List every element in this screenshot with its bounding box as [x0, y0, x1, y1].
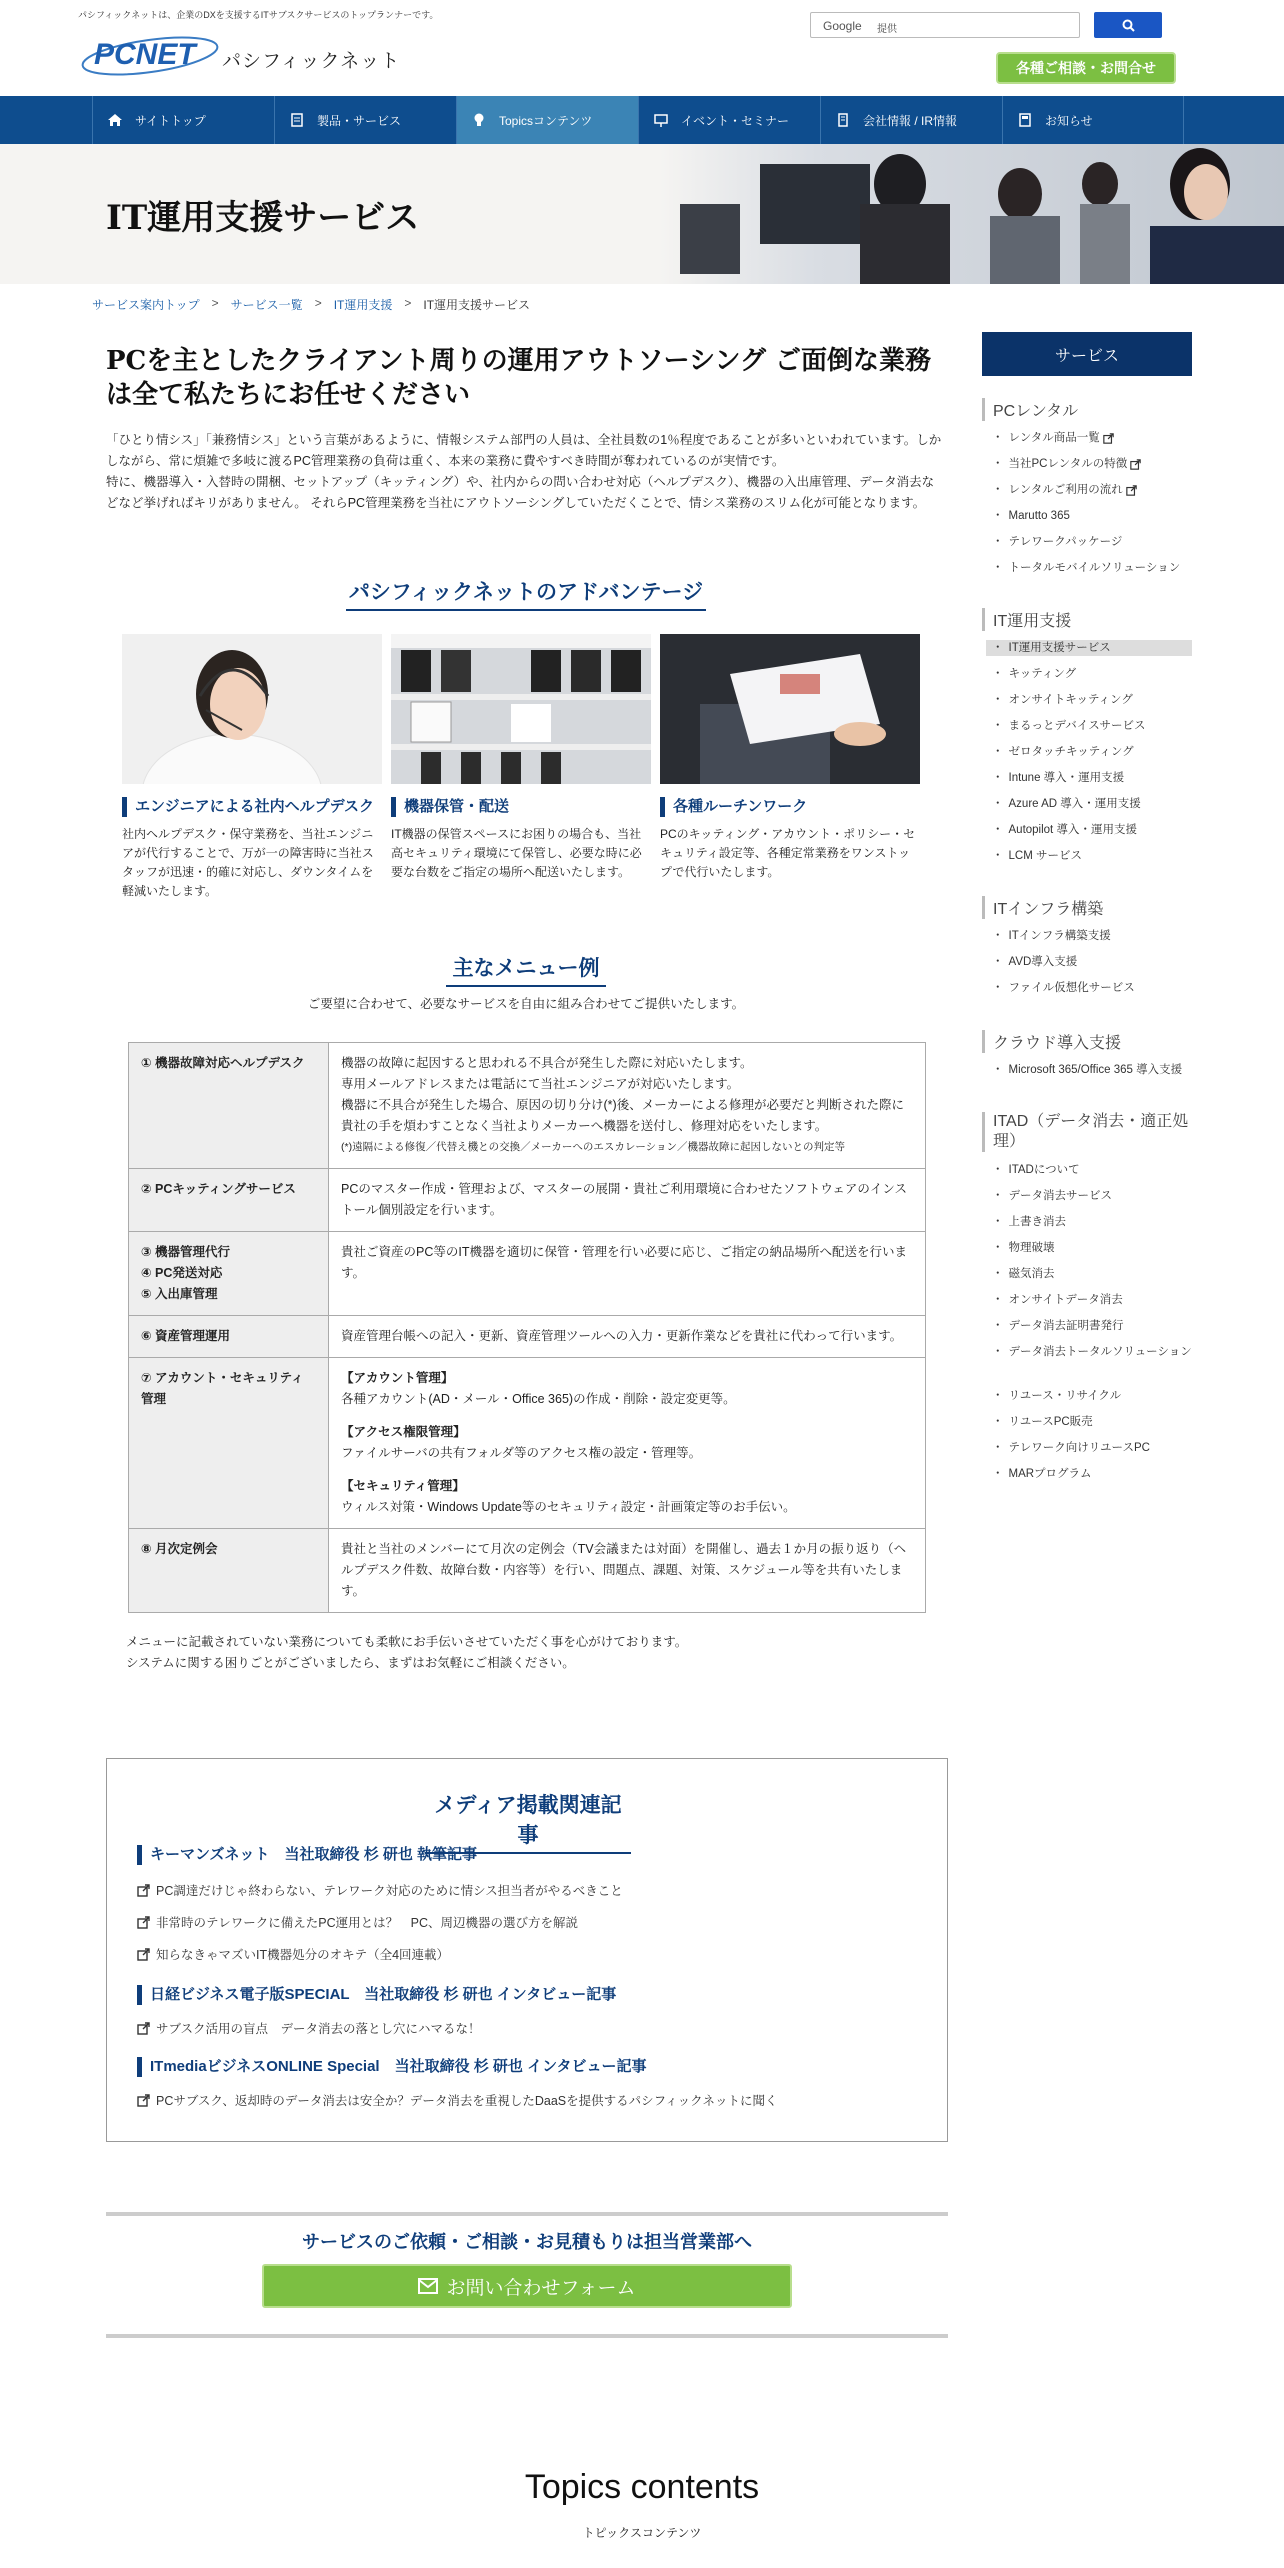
menu-block-text: ウィルス対策・Windows Update等のセキュリティ設定・計画策定等のお手伝い。	[341, 1500, 796, 1514]
menu-name: ⑥ 資産管理運用	[129, 1316, 329, 1358]
sidebar-item-label: ファイル仮想化サービス	[1008, 982, 1135, 994]
menu-block-title: 【アカウント管理】	[341, 1371, 454, 1385]
sidebar-item-label: 上書き消去	[1008, 1216, 1066, 1228]
sidebar-item-label: ゼロタッチキッティング	[1008, 746, 1134, 758]
media-group-title: ITmediaビジネスONLINE Special 当社取締役 杉 研也 インタビュー記事	[137, 2057, 647, 2077]
menu-block-title: 【アクセス権限管理】	[341, 1425, 466, 1439]
nav-label: イベント・セミナー	[681, 113, 790, 128]
menu-note: (*)遠隔による修復／代替え機との交換／メーカーへのエスカレーション／機器故障に起因しないとの判定等	[341, 1141, 845, 1153]
advantage-desc: 社内ヘルプデスク・保守業務を、当社エンジニアが代行することで、万が一の障害時に当社スタッフが迅速・的確に対応し、ダウンタイムを軽減いたします。	[122, 827, 374, 898]
menu-name-line: ③ 機器管理代行	[141, 1245, 231, 1259]
topics-title: Topics contents	[524, 2468, 760, 2506]
nav-company[interactable]	[820, 96, 1002, 144]
sidebar-item[interactable]: ・ オンサイトキッティング	[992, 694, 1133, 706]
nav-label: お知らせ	[1045, 113, 1093, 128]
breadcrumb-separator: >	[314, 296, 322, 310]
page-title: IT運用支援サービス	[106, 198, 420, 238]
sidebar-item-label: オンサイトデータ消去	[1008, 1294, 1123, 1306]
menu-desc: 貴社と当社のメンバーにて月次の定例会（TV会議または対面）を開催し、過去１か月の振り返り（ヘルプデスク件数、故障台数・内容等）を行い、問題点、課題、対策、スケジュール等を共有いたします。	[329, 1529, 926, 1613]
menu-heading: 主なメニュー例	[446, 952, 606, 987]
sidebar-category[interactable]: クラウド導入支援	[982, 1030, 1192, 1053]
intro-text	[106, 430, 946, 514]
menu-block-title: 【セキュリティ管理】	[341, 1479, 465, 1493]
external-link-icon	[137, 1916, 150, 1929]
sidebar-item[interactable]: ・ ITインフラ構築支援	[992, 930, 1111, 942]
sidebar-item-label: レンタル商品一覧	[1008, 432, 1100, 444]
sidebar-item[interactable]: ・ Autopilot 導入・運用支援	[992, 824, 1137, 836]
search-icon	[1122, 19, 1135, 32]
sidebar-category[interactable]: ITインフラ構築	[982, 896, 1192, 919]
sidebar-item-label: テレワーク向けリユースPC	[1008, 1442, 1150, 1454]
sidebar-item[interactable]: ・ まるっとデバイスサービス	[992, 720, 1146, 732]
main-nav	[0, 96, 1284, 144]
breadcrumb-current: IT運用支援サービス	[423, 298, 531, 312]
menu-footnote-line: メニューに記載されていない業務についても柔軟にお手伝いさせていただく事を心がけております。	[126, 1635, 688, 1649]
sidebar-item[interactable]: ・ MARプログラム	[992, 1468, 1092, 1480]
menu-name: ⑦ アカウント・セキュリティ管理	[129, 1358, 329, 1529]
menu-line: 専用メールアドレスまたは電話にて当社エンジニアが対応いたします。	[341, 1077, 740, 1091]
media-link[interactable]	[137, 2019, 481, 2037]
menu-line: 機器に不具合が発生した場合、原因の切り分け(*)後、メーカーによる修理が必要だと判断された際に貴社の手を煩わすことなく当社よりメーカーへ機器を送付し、修理対応をいたします。	[341, 1098, 904, 1133]
menu-footnote	[126, 1632, 687, 1674]
office-photo	[660, 144, 1284, 284]
sidebar-item[interactable]: ・ レンタル商品一覧	[986, 430, 1192, 446]
media-group-title: 日経ビジネス電子版SPECIAL 当社取締役 杉 研也 インタビュー記事	[137, 1985, 616, 2005]
table-row	[129, 1529, 926, 1613]
menu-name	[129, 1232, 329, 1316]
advantage-card	[391, 634, 651, 882]
divider	[106, 2212, 948, 2216]
sidebar-item[interactable]: ・ ITADについて	[992, 1164, 1080, 1176]
external-link-icon	[137, 1884, 150, 1897]
home-icon	[107, 112, 123, 128]
inquiry-form-button[interactable]	[262, 2264, 792, 2308]
sidebar-item-label: MARプログラム	[1008, 1468, 1092, 1480]
external-link-icon	[1103, 433, 1114, 444]
intro-paragraph: 「ひとり情シス」「兼務情シス」という言葉があるように、情報システム部門の人員は、全社員数の1％程度であることが多いといわれています。しかしながら、常に煩雑で多岐に渡るPC管理業務の負荷は重く、本来の業務に費やすべき時間が奪われているのが実情です。	[106, 433, 942, 468]
sidebar-item[interactable]: ・ ファイル仮想化サービス	[992, 982, 1135, 994]
sidebar-item[interactable]: ・ ゼロタッチキッティング	[992, 746, 1134, 758]
menu-footnote-line: システムに関する困りごとがございましたら、まずはお気軽にご相談ください。	[126, 1656, 575, 1670]
nav-news[interactable]	[1002, 96, 1184, 144]
nav-label: Topicsコンテンツ	[499, 113, 593, 128]
document-icon	[289, 112, 305, 128]
sidebar-item-active[interactable]: ・ IT運用支援サービス	[986, 640, 1192, 656]
sidebar-item[interactable]: ・ リユースPC販売	[992, 1416, 1093, 1428]
sidebar-item[interactable]: ・ LCM サービス	[992, 850, 1082, 862]
sidebar-item[interactable]: ・ リユース・リサイクル	[992, 1390, 1122, 1402]
sidebar-item[interactable]: ・ 磁気消去	[992, 1268, 1055, 1280]
nav-label: 会社情報 / IR情報	[863, 113, 958, 128]
nav-label: サイトトップ	[135, 113, 206, 128]
sidebar-item-label: 当社PCレンタルの特徴	[1008, 458, 1128, 470]
media-link[interactable]	[137, 2091, 778, 2109]
sidebar-item[interactable]: ・ オンサイトデータ消去	[992, 1294, 1123, 1306]
inquiry-button-label: お問い合わせフォーム	[446, 2277, 636, 2299]
sidebar-item-label: まるっとデバイスサービス	[1008, 720, 1146, 732]
contact-button[interactable]: 各種ご相談・お問合せ	[996, 52, 1176, 84]
table-row	[129, 1358, 926, 1529]
laptop-work-photo	[660, 634, 920, 784]
sidebar-item-label: Autopilot 導入・運用支援	[1008, 824, 1137, 836]
helpdesk-photo	[122, 634, 382, 784]
sidebar-item[interactable]: ・ 物理破壊	[992, 1242, 1055, 1254]
external-link-icon	[1126, 485, 1137, 496]
media-link[interactable]	[137, 1945, 449, 1963]
search-placeholder: 提供	[877, 24, 897, 35]
external-link-icon	[1130, 459, 1141, 470]
sidebar-item[interactable]: ・ データ消去証明書発行	[992, 1320, 1124, 1332]
menu-desc: PCのマスター作成・管理および、マスターの展開・貴社ご利用環境に合わせたソフトウェアのインストール個別設定を行います。	[329, 1169, 926, 1232]
sidebar-item[interactable]: ・ データ消去トータルソリューション	[992, 1346, 1192, 1358]
media-link-label: 非常時のテレワークに備えたPC運用とは？ PC、周辺機器の選び方を解説	[156, 1916, 578, 1930]
breadcrumb-separator: >	[211, 296, 219, 310]
sidebar-item-label: Intune 導入・運用支援	[1008, 772, 1125, 784]
sidebar-item[interactable]: ・ Intune 導入・運用支援	[992, 772, 1125, 784]
building-icon	[835, 112, 851, 128]
advantage-card	[122, 634, 382, 901]
sidebar-category[interactable]: IT運用支援	[982, 608, 1192, 631]
sidebar-item-label: ITADについて	[1008, 1164, 1080, 1176]
sidebar-category[interactable]: PCレンタル	[982, 398, 1192, 421]
media-link-label: PC調達だけじゃ終わらない、テレワーク対応のために情シス担当者がやるべきこと	[156, 1884, 623, 1898]
external-link-icon	[137, 2022, 150, 2035]
site-header	[0, 0, 1284, 96]
menu-desc	[329, 1358, 926, 1529]
breadcrumb-link[interactable]: IT運用支援	[333, 298, 393, 312]
mail-icon	[418, 2278, 438, 2294]
breadcrumb-separator: >	[404, 296, 412, 310]
sidebar-item-label: LCM サービス	[1008, 850, 1082, 862]
menu-name: ② PCキッティングサービス	[129, 1169, 329, 1232]
pcnet-logo[interactable]	[80, 30, 230, 80]
search-engine-label: Google	[823, 19, 862, 33]
nav-site-top[interactable]	[92, 96, 274, 144]
breadcrumb-link[interactable]: サービス一覧	[230, 298, 303, 312]
menu-name-line: ④ PC発送対応	[141, 1266, 223, 1280]
advantage-desc: PCのキッティング・アカウント・ポリシー・セキュリティ設定等、各種定常業務をワンストップで代行いたします。	[660, 827, 916, 879]
menu-subtext: ご要望に合わせて、必要なサービスを自由に組み合わせてご提供いたします。	[307, 997, 745, 1011]
nav-products[interactable]	[274, 96, 456, 144]
nav-events[interactable]	[638, 96, 820, 144]
nav-label: 製品・サービス	[317, 113, 402, 128]
sidebar-item[interactable]: ・ AVD導入支援	[992, 956, 1078, 968]
sidebar-item-label: データ消去証明書発行	[1008, 1320, 1124, 1332]
sidebar-item[interactable]: ・ Marutto 365	[992, 510, 1070, 522]
topics-subtitle: トピックスコンテンツ	[582, 2526, 702, 2540]
sidebar-item-label: 物理破壊	[1008, 1242, 1055, 1254]
menu-desc: 資産管理台帳への記入・更新、資産管理ツールへの入力・更新作業などを貴社に代わって行います。	[329, 1316, 926, 1358]
menu-name: ① 機器故障対応ヘルプデスク	[129, 1043, 329, 1169]
sidebar-category[interactable]: ITAD（データ消去・適正処理）	[982, 1112, 1192, 1152]
sidebar-item[interactable]: ・ 当社PCレンタルの特徴	[986, 456, 1192, 472]
sidebar-item-label: トータルモバイルソリューション	[1008, 562, 1181, 574]
sidebar-item-label: ITインフラ構築支援	[1008, 930, 1111, 942]
sidebar-item[interactable]: ・ レンタルご利用の流れ	[986, 482, 1192, 498]
sidebar-item-label: Azure AD 導入・運用支援	[1008, 798, 1141, 810]
sidebar-item[interactable]: ・ Microsoft 365/Office 365 導入支援	[992, 1064, 1183, 1076]
main-heading: PCを主としたクライアント周りの運用アウトソーシング ご面倒な業務は全て私たちにお任せください	[106, 346, 932, 410]
sidebar-item-label: Marutto 365	[1008, 510, 1070, 522]
media-group-title: キーマンズネット 当社取締役 杉 研也 執筆記事	[137, 1845, 477, 1865]
sidebar-heading: サービス	[982, 332, 1192, 376]
hero-banner	[0, 144, 1284, 284]
table-row	[129, 1316, 926, 1358]
header-tagline: パシフィックネットは、企業のDXを支援するITサブスクサービスのトップランナーです。	[78, 10, 439, 20]
sidebar-item[interactable]: ・ 上書き消去	[992, 1216, 1066, 1228]
sidebar-item-label: AVD導入支援	[1008, 956, 1078, 968]
menu-table	[128, 1042, 926, 1613]
media-link-label: 知らなきゃマズいIT機器処分のオキテ（全4回連載）	[156, 1948, 450, 1962]
storage-photo	[391, 634, 651, 784]
presentation-icon	[653, 112, 669, 128]
sidebar-item-label: IT運用支援サービス	[1008, 642, 1111, 654]
advantage-label: エンジニアによる社内ヘルプデスク	[122, 797, 382, 817]
menu-desc	[329, 1043, 926, 1169]
menu-block-text: 各種アカウント(AD・メール・Office 365)の作成・削除・設定変更等。	[341, 1392, 736, 1406]
external-link-icon	[137, 1948, 150, 1961]
advantage-desc: IT機器の保管スペースにお困りの場合も、当社高セキュリティ環境にて保管し、必要な時に必要な台数をご指定の場所へ配送いたします。	[391, 827, 642, 879]
sidebar-item-label: データ消去サービス	[1008, 1190, 1112, 1202]
sidebar-item-label: リユース・リサイクル	[1008, 1390, 1122, 1402]
menu-name: ⑧ 月次定例会	[129, 1529, 329, 1613]
breadcrumb	[92, 296, 530, 313]
advantage-heading: パシフィックネットのアドバンテージ	[346, 576, 706, 611]
menu-line: 機器の故障に起因すると思われる不具合が発生した際に対応いたします。	[341, 1056, 753, 1070]
table-row	[129, 1043, 926, 1169]
nav-topics[interactable]	[456, 96, 638, 144]
sidebar-item[interactable]: ・ トータルモバイルソリューション	[992, 562, 1181, 574]
media-link[interactable]	[137, 1881, 623, 1899]
svg-text:PCNET: PCNET	[94, 38, 196, 71]
intro-paragraph: 特に、機器導入・入替時の開梱、セットアップ（キッティング）や、社内からの問い合わせ対応（ヘルプデスク）、機器の入出庫管理、データ消去などなど挙げればキリがありません。 それらPC管理業務を当社にアウトソーシングしていただくことで、情シス業務のスリム化が可能となります。	[106, 475, 935, 510]
menu-name-line: ⑤ 入出庫管理	[141, 1287, 218, 1301]
table-row	[129, 1169, 926, 1232]
brand-name: パシフィックネット	[222, 51, 401, 72]
sidebar-item-label: リユースPC販売	[1008, 1416, 1093, 1428]
breadcrumb-link[interactable]: サービス案内トップ	[92, 298, 200, 312]
external-link-icon	[137, 2094, 150, 2107]
inquiry-text: サービスのご依頼・ご相談・お見積もりは担当営業部へ	[302, 2232, 752, 2252]
divider	[106, 2334, 948, 2338]
lightbulb-icon	[471, 112, 487, 128]
menu-block-text: ファイルサーバの共有フォルダ等のアクセス権の設定・管理等。	[341, 1446, 702, 1460]
notice-icon	[1017, 112, 1033, 128]
search-button[interactable]	[1094, 12, 1162, 38]
sidebar-item[interactable]: ・ テレワーク向けリユースPC	[992, 1442, 1150, 1454]
sidebar-item-label: テレワークパッケージ	[1008, 536, 1123, 548]
media-link-label: サブスク活用の盲点 データ消去の落とし穴にハマるな！	[156, 2022, 481, 2036]
media-heading: メディア掲載関連記事	[425, 1789, 631, 1854]
media-articles-box	[106, 1758, 948, 2142]
advantage-label: 機器保管・配送	[391, 797, 651, 817]
advantage-label: 各種ルーチンワーク	[660, 797, 920, 817]
search-input[interactable]	[810, 12, 1080, 38]
sidebar-item[interactable]: ・ テレワークパッケージ	[992, 536, 1123, 548]
sidebar-item[interactable]: ・ データ消去サービス	[992, 1190, 1112, 1202]
sidebar-item-label: キッティング	[1008, 668, 1077, 680]
sidebar-item-label: Microsoft 365/Office 365 導入支援	[1008, 1064, 1183, 1076]
sidebar-item-label: 磁気消去	[1008, 1268, 1055, 1280]
media-link[interactable]	[137, 1913, 578, 1931]
sidebar-item-label: オンサイトキッティング	[1008, 694, 1133, 706]
menu-desc: 貴社ご資産のPC等のIT機器を適切に保管・管理を行い必要に応じ、ご指定の納品場所へ配送を行います。	[329, 1232, 926, 1316]
table-row	[129, 1232, 926, 1316]
advantage-card	[660, 634, 920, 882]
media-link-label: PCサブスク、返却時のデータ消去は安全か？データ消去を重視したDaaSを提供するパシフィックネットに聞く	[156, 2094, 778, 2108]
sidebar-item[interactable]: ・ キッティング	[992, 668, 1077, 680]
sidebar-item-label: レンタルご利用の流れ	[1008, 484, 1123, 496]
sidebar-item[interactable]: ・ Azure AD 導入・運用支援	[992, 798, 1141, 810]
sidebar-item-label: データ消去トータルソリューション	[1008, 1346, 1192, 1358]
